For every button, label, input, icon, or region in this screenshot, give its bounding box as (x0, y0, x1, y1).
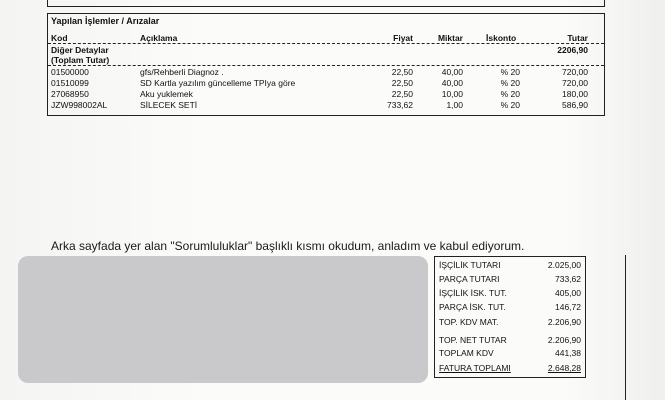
row-tutar: 720,00 (562, 78, 588, 88)
header-tutar: Tutar (567, 33, 588, 43)
right-border-line (625, 255, 626, 400)
header-divider (48, 43, 604, 44)
row-aciklama: SD Kartla yazılım güncelleme TPIya göre (140, 78, 296, 88)
row-tutar: 720,00 (562, 67, 588, 77)
row-fiyat: 22,50 (391, 78, 413, 88)
row-aciklama: SİLECEK SETİ (140, 100, 198, 110)
header-kod: Kod (51, 33, 68, 43)
summary-label-iscilik: İŞÇİLİK TUTARI (439, 260, 501, 270)
summary-value-net: 2.206,90 (547, 335, 581, 345)
header-aciklama: Açıklama (140, 33, 178, 43)
row-kod: JZW998002AL (51, 100, 108, 110)
row-fiyat: 22,50 (391, 67, 413, 77)
summary-value-parca: 733,62 (555, 274, 581, 284)
row-miktar: 1,00 (446, 100, 463, 110)
row-miktar: 40,00 (441, 78, 463, 88)
group-title: Diğer Detaylar (51, 45, 109, 55)
billing-address-box (47, 0, 605, 7)
summary-label-parca: PARÇA TUTARI (439, 274, 500, 284)
header-fiyat: Fiyat (393, 33, 413, 43)
summary-value-iscilik: 2.025,00 (547, 260, 581, 270)
row-tutar: 586,90 (562, 100, 588, 110)
summary-label-net: TOP. NET TUTAR (439, 335, 507, 345)
summary-value-fatura-toplami: 2.648,28 (547, 363, 581, 373)
summary-label-iscilik-isk: İŞÇİLİK İSK. TUT. (439, 288, 507, 298)
responsibilities-note: Arka sayfada yer alan "Sorumluluklar" başlıklı kısmı okudum, anladım ve kabul ediyorum. (51, 239, 525, 253)
summary-value-kdv: 441,38 (555, 348, 581, 358)
row-kod: 01510099 (51, 78, 89, 88)
row-iskonto: % 20 (500, 100, 520, 110)
header-iskonto: İskonto (486, 33, 517, 43)
summary-value-kdv-mat: 2.206,90 (547, 317, 581, 327)
redacted-area (18, 256, 428, 383)
row-aciklama: Aku yuklemek (140, 89, 193, 99)
row-iskonto: % 20 (500, 89, 520, 99)
summary-value-parca-isk: 146,72 (555, 302, 581, 312)
summary-label-parca-isk: PARÇA İSK. TUT. (439, 302, 506, 312)
row-fiyat: 733,62 (387, 100, 413, 110)
summary-label-fatura-toplami: FATURA TOPLAMI (439, 363, 511, 373)
group-divider (48, 65, 604, 66)
row-iskonto: % 20 (500, 78, 520, 88)
row-miktar: 10,00 (441, 89, 463, 99)
summary-label-kdv-mat: TOP. KDV MAT. (439, 317, 499, 327)
row-aciklama: gfs/Rehberli Diagnoz . (140, 67, 224, 77)
group-subtitle: (Toplam Tutar) (51, 55, 110, 65)
group-total: 2206,90 (557, 45, 588, 55)
summary-box (434, 256, 586, 378)
row-iskonto: % 20 (500, 67, 520, 77)
row-kod: 01500000 (51, 67, 89, 77)
operations-table (47, 13, 605, 116)
row-kod: 27068950 (51, 89, 89, 99)
summary-value-iscilik-isk: 405,00 (555, 288, 581, 298)
row-miktar: 40,00 (441, 67, 463, 77)
summary-label-kdv: TOPLAM KDV (439, 348, 494, 358)
header-miktar: Miktar (437, 33, 463, 43)
row-tutar: 180,00 (562, 89, 588, 99)
row-fiyat: 22,50 (391, 89, 413, 99)
operations-title: Yapılan İşlemler / Arızalar (51, 16, 160, 26)
